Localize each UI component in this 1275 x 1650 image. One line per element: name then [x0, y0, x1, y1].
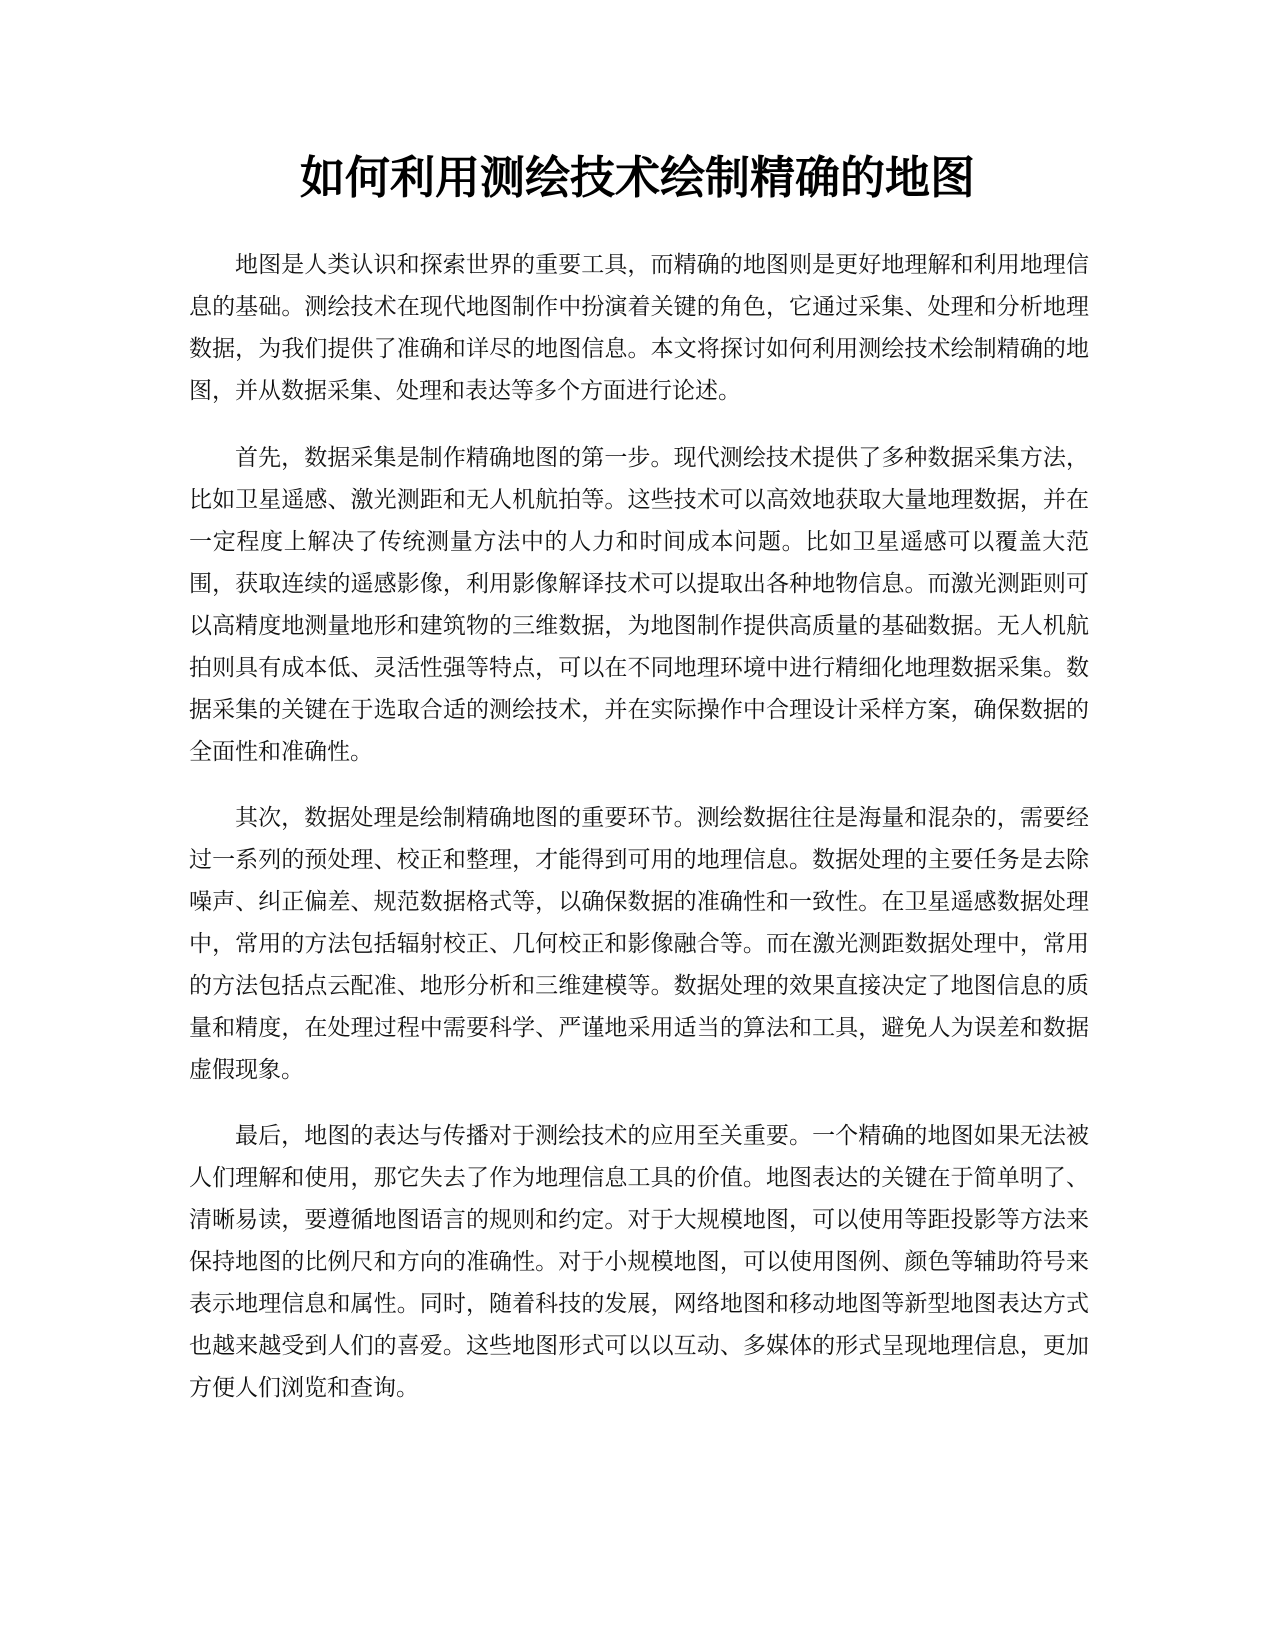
paragraph-map-expression: 最后，地图的表达与传播对于测绘技术的应用至关重要。一个精确的地图如果无法被人们理解和使用，那它失去了作为地理信息工具的价值。地图表达的关键在于简单明了、清晰易读，要遵循地图语言的规则和约定。对于大规模地图，可以使用等距投影等方法来保持地图的比例尺和方向的准确性。对于小规模地图，可以使用图例、颜色等辅助符号来表示地理信息和属性。同时，随着科技的发展，网络地图和移动地图等新型地图表达方式也越来越受到人们的喜爱。这些地图形式可以以互动、多媒体的形式呈现地理信息，更加方便人们浏览和查询。 — [189, 1123, 1089, 1401]
paragraph-intro: 地图是人类认识和探索世界的重要工具，而精确的地图则是更好地理解和利用地理信息的基础。测绘技术在现代地图制作中扮演着关键的角色，它通过采集、处理和分析地理数据，为我们提供了准确和详尽的地图信息。本文将探讨如何利用测绘技术绘制精确的地图，并从数据采集、处理和表达等多个方面进行论述。 — [189, 252, 1089, 404]
paragraph-data-processing: 其次，数据处理是绘制精确地图的重要环节。测绘数据往往是海量和混杂的，需要经过一系列的预处理、校正和整理，才能得到可用的地理信息。数据处理的主要任务是去除噪声、纠正偏差、规范数据格式等，以确保数据的准确性和一致性。在卫星遥感数据处理中，常用的方法包括辐射校正、几何校正和影像融合等。而在激光测距数据处理中，常用的方法包括点云配准、地形分析和三维建模等。数据处理的效果直接决定了地图信息的质量和精度，在处理过程中需要科学、严谨地采用适当的算法和工具，避免人为误差和数据虚假现象。 — [189, 805, 1089, 1083]
document-title: 如何利用测绘技术绘制精确的地图 — [299, 151, 975, 204]
paragraph-data-collection: 首先，数据采集是制作精确地图的第一步。现代测绘技术提供了多种数据采集方法，比如卫星遥感、激光测距和无人机航拍等。这些技术可以高效地获取大量地理数据，并在一定程度上解决了传统测量方法中的人力和时间成本问题。比如卫星遥感可以覆盖大范围，获取连续的遥感影像，利用影像解译技术可以提取出各种地物信息。而激光测距则可以高精度地测量地形和建筑物的三维数据，为地图制作提供高质量的基础数据。无人机航拍则具有成本低、灵活性强等特点，可以在不同地理环境中进行精细化地理数据采集。数据采集的关键在于选取合适的测绘技术，并在实际操作中合理设计采样方案，确保数据的全面性和准确性。 — [189, 445, 1089, 765]
